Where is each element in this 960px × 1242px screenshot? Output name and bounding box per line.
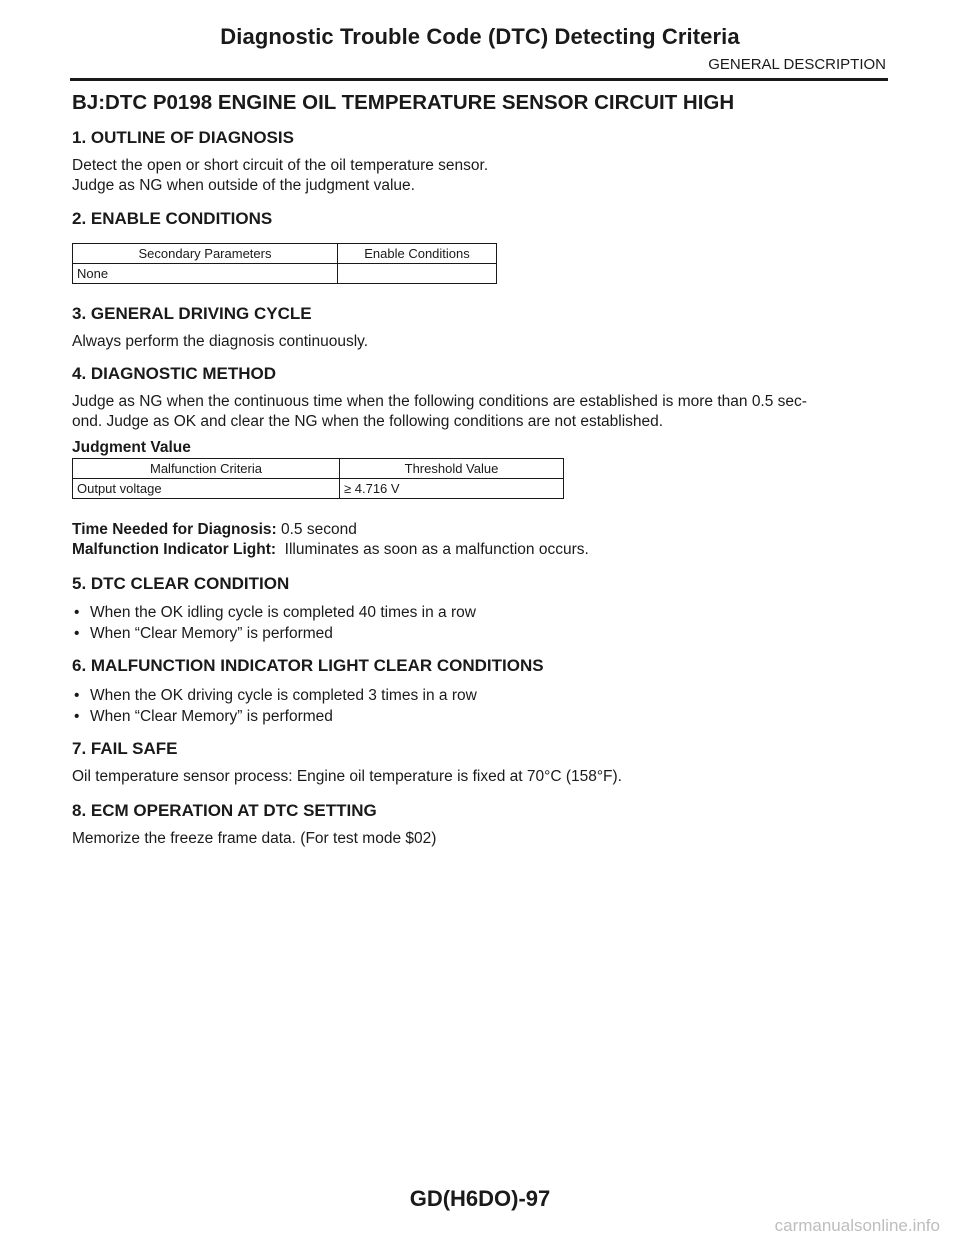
section-1-line-1: Detect the open or short circuit of the oil temperature sensor. — [72, 157, 489, 174]
section-6-list — [72, 685, 888, 727]
watermark: carmanualsonline.info — [774, 1216, 940, 1235]
table-header-cell: Secondary Parameters — [73, 244, 338, 264]
list-item — [72, 706, 888, 727]
judgment-value-label: Judgment Value — [72, 439, 191, 456]
section-1-title: 1. OUTLINE OF DIAGNOSIS — [72, 128, 294, 147]
header-title: Diagnostic Trouble Code (DTC) Detecting Criteria — [220, 24, 740, 49]
list-item — [72, 602, 888, 623]
list-item — [72, 685, 888, 706]
section-6-title: 6. MALFUNCTION INDICATOR LIGHT CLEAR CONDITIONS — [72, 656, 544, 675]
header-subtitle: GENERAL DESCRIPTION — [708, 56, 886, 73]
bullet-icon: • — [74, 687, 80, 704]
page-number: GD(H6DO)-97 — [409, 1186, 551, 1211]
table-header-row — [73, 244, 497, 264]
section-5-list — [72, 602, 888, 644]
time-needed-value: 0.5 second — [276, 521, 357, 538]
list-item-text: When “Clear Memory” is performed — [90, 708, 333, 725]
section-5-title: 5. DTC CLEAR CONDITION — [72, 574, 290, 593]
section-4-line-2: ond. Judge as OK and clear the NG when the following conditions are not established. — [72, 413, 664, 430]
section-4-title: 4. DIAGNOSTIC METHOD — [72, 364, 277, 383]
table-cell: Output voltage — [73, 479, 340, 499]
content — [72, 88, 888, 849]
section-4-body — [72, 392, 888, 432]
table-row — [73, 264, 497, 284]
table-header-row — [73, 459, 564, 479]
header-rule — [70, 78, 888, 81]
section-3-title: 3. GENERAL DRIVING CYCLE — [72, 304, 312, 323]
time-needed-label: Time Needed for Diagnosis: — [72, 521, 277, 538]
enable-conditions-table — [72, 243, 497, 284]
mil-label: Malfunction Indicator Light: — [72, 541, 277, 558]
section-3-text: Always perform the diagnosis continuously. — [72, 333, 369, 350]
table-header-cell: Malfunction Criteria — [73, 459, 340, 479]
section-1-line-2: Judge as NG when outside of the judgment value. — [72, 177, 415, 194]
table-cell: ≥ 4.716 V — [340, 479, 564, 499]
bullet-icon: • — [74, 604, 80, 621]
list-item-text: When the OK driving cycle is completed 3 times in a row — [90, 687, 477, 704]
section-8-title: 8. ECM OPERATION AT DTC SETTING — [72, 801, 377, 820]
dtc-title: BJ:DTC P0198 ENGINE OIL TEMPERATURE SENSOR CIRCUIT HIGH — [72, 91, 735, 114]
section-7-title: 7. FAIL SAFE — [72, 739, 178, 758]
table-row — [73, 479, 564, 499]
table-cell — [338, 264, 497, 284]
list-item-text: When “Clear Memory” is performed — [90, 625, 333, 642]
mil-line — [72, 540, 888, 560]
bullet-icon: • — [74, 625, 80, 642]
bullet-icon: • — [74, 708, 80, 725]
table-header-cell: Threshold Value — [340, 459, 564, 479]
list-item — [72, 623, 888, 644]
section-7-text: Oil temperature sensor process: Engine oil temperature is fixed at 70°C (158°F). — [72, 768, 622, 785]
section-4-line-1: Judge as NG when the continuous time when the following conditions are established is more than 0.5 sec- — [72, 393, 807, 410]
time-needed-line — [72, 520, 888, 540]
section-8-text: Memorize the freeze frame data. (For test mode $02) — [72, 830, 437, 847]
diagnosis-details — [72, 520, 888, 560]
table-header-cell: Enable Conditions — [338, 244, 497, 264]
list-item-text: When the OK idling cycle is completed 40 times in a row — [90, 604, 476, 621]
mil-value: Illuminates as soon as a malfunction occurs. — [276, 541, 589, 558]
section-1-body — [72, 156, 888, 196]
section-2-title: 2. ENABLE CONDITIONS — [72, 209, 273, 228]
table-cell: None — [73, 264, 338, 284]
judgment-value-table — [72, 458, 564, 499]
